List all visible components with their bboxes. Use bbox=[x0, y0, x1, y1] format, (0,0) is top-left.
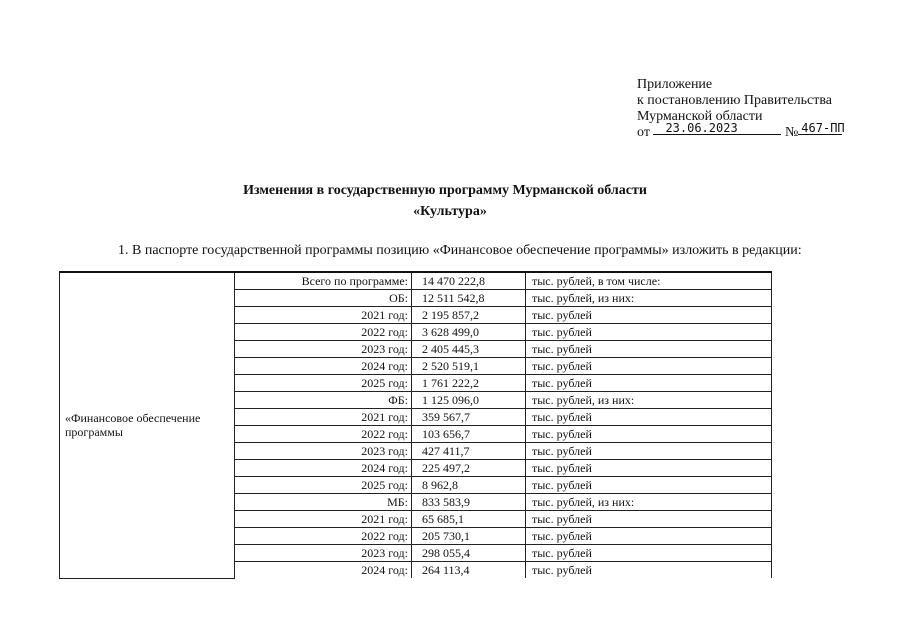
document-subtitle: «Культура» bbox=[413, 204, 487, 219]
appendix-block bbox=[637, 77, 845, 142]
row-label: 2021 год: bbox=[235, 511, 412, 528]
row-value: 225 497,2 bbox=[412, 460, 526, 477]
row-label: 2023 год: bbox=[235, 341, 412, 358]
row-label: 2021 год: bbox=[235, 409, 412, 426]
row-value: 2 405 445,3 bbox=[412, 341, 526, 358]
row-label: 2025 год: bbox=[235, 375, 412, 392]
row-label: 2023 год: bbox=[235, 443, 412, 460]
row-unit: тыс. рублей bbox=[526, 545, 772, 562]
row-unit: тыс. рублей, в том числе: bbox=[526, 272, 772, 290]
row-label: 2022 год: bbox=[235, 528, 412, 545]
row-label: МБ: bbox=[235, 494, 412, 511]
position-label-cell: «Финансовое обеспечение программы bbox=[60, 272, 235, 578]
row-unit: тыс. рублей bbox=[526, 477, 772, 494]
decree-number: 467-ПП bbox=[798, 122, 842, 135]
row-label: ОБ: bbox=[235, 290, 412, 307]
row-value: 2 520 519,1 bbox=[412, 358, 526, 375]
decree-date: 23.06.2023 bbox=[653, 122, 781, 135]
document-title: Изменения в государственную программу Мурманской области bbox=[243, 183, 647, 198]
financing-table bbox=[59, 271, 772, 579]
row-unit: тыс. рублей, из них: bbox=[526, 290, 772, 307]
row-unit: тыс. рублей bbox=[526, 324, 772, 341]
row-value: 65 685,1 bbox=[412, 511, 526, 528]
row-unit: тыс. рублей bbox=[526, 460, 772, 477]
row-unit: тыс. рублей, из них: bbox=[526, 392, 772, 409]
row-value: 14 470 222,8 bbox=[412, 272, 526, 290]
row-label: 2022 год: bbox=[235, 426, 412, 443]
row-unit: тыс. рублей bbox=[526, 409, 772, 426]
row-value: 298 055,4 bbox=[412, 545, 526, 562]
row-label: 2021 год: bbox=[235, 307, 412, 324]
row-unit: тыс. рублей bbox=[526, 307, 772, 324]
row-label: 2024 год: bbox=[235, 358, 412, 375]
row-value: 205 730,1 bbox=[412, 528, 526, 545]
row-label: 2023 год: bbox=[235, 545, 412, 562]
appendix-line-3: Мурманской области bbox=[637, 109, 763, 124]
row-value: 8 962,8 bbox=[412, 477, 526, 494]
row-unit: тыс. рублей bbox=[526, 341, 772, 358]
row-value: 359 567,7 bbox=[412, 409, 526, 426]
row-value: 264 113,4 bbox=[412, 562, 526, 579]
row-unit: тыс. рублей bbox=[526, 443, 772, 460]
row-value: 103 656,7 bbox=[412, 426, 526, 443]
intro-paragraph: 1. В паспорте государственной программы позицию «Финансовое обеспечение программы» изложить в редакции: bbox=[118, 243, 802, 258]
row-unit: тыс. рублей bbox=[526, 375, 772, 392]
row-value: 3 628 499,0 bbox=[412, 324, 526, 341]
row-label: ФБ: bbox=[235, 392, 412, 409]
row-label: 2024 год: bbox=[235, 460, 412, 477]
row-unit: тыс. рублей bbox=[526, 562, 772, 579]
number-prefix: № bbox=[784, 125, 799, 140]
row-value: 427 411,7 bbox=[412, 443, 526, 460]
financing-table-body bbox=[60, 272, 772, 578]
row-label: 2025 год: bbox=[235, 477, 412, 494]
row-unit: тыс. рублей bbox=[526, 426, 772, 443]
row-value: 833 583,9 bbox=[412, 494, 526, 511]
appendix-line-1: Приложение bbox=[637, 77, 713, 92]
row-value: 1 761 222,2 bbox=[412, 375, 526, 392]
row-unit: тыс. рублей bbox=[526, 358, 772, 375]
row-label: 2024 год: bbox=[235, 562, 412, 579]
row-unit: тыс. рублей bbox=[526, 511, 772, 528]
row-label: Всего по программе: bbox=[235, 272, 412, 290]
row-value: 1 125 096,0 bbox=[412, 392, 526, 409]
appendix-signature-row bbox=[637, 121, 845, 142]
date-prefix: от bbox=[637, 125, 650, 140]
appendix-line-2: к постановлению Правительства bbox=[637, 93, 833, 108]
row-value: 2 195 857,2 bbox=[412, 307, 526, 324]
row-unit: тыс. рублей bbox=[526, 528, 772, 545]
row-value: 12 511 542,8 bbox=[412, 290, 526, 307]
row-unit: тыс. рублей, из них: bbox=[526, 494, 772, 511]
row-label: 2022 год: bbox=[235, 324, 412, 341]
table-row bbox=[60, 272, 772, 290]
